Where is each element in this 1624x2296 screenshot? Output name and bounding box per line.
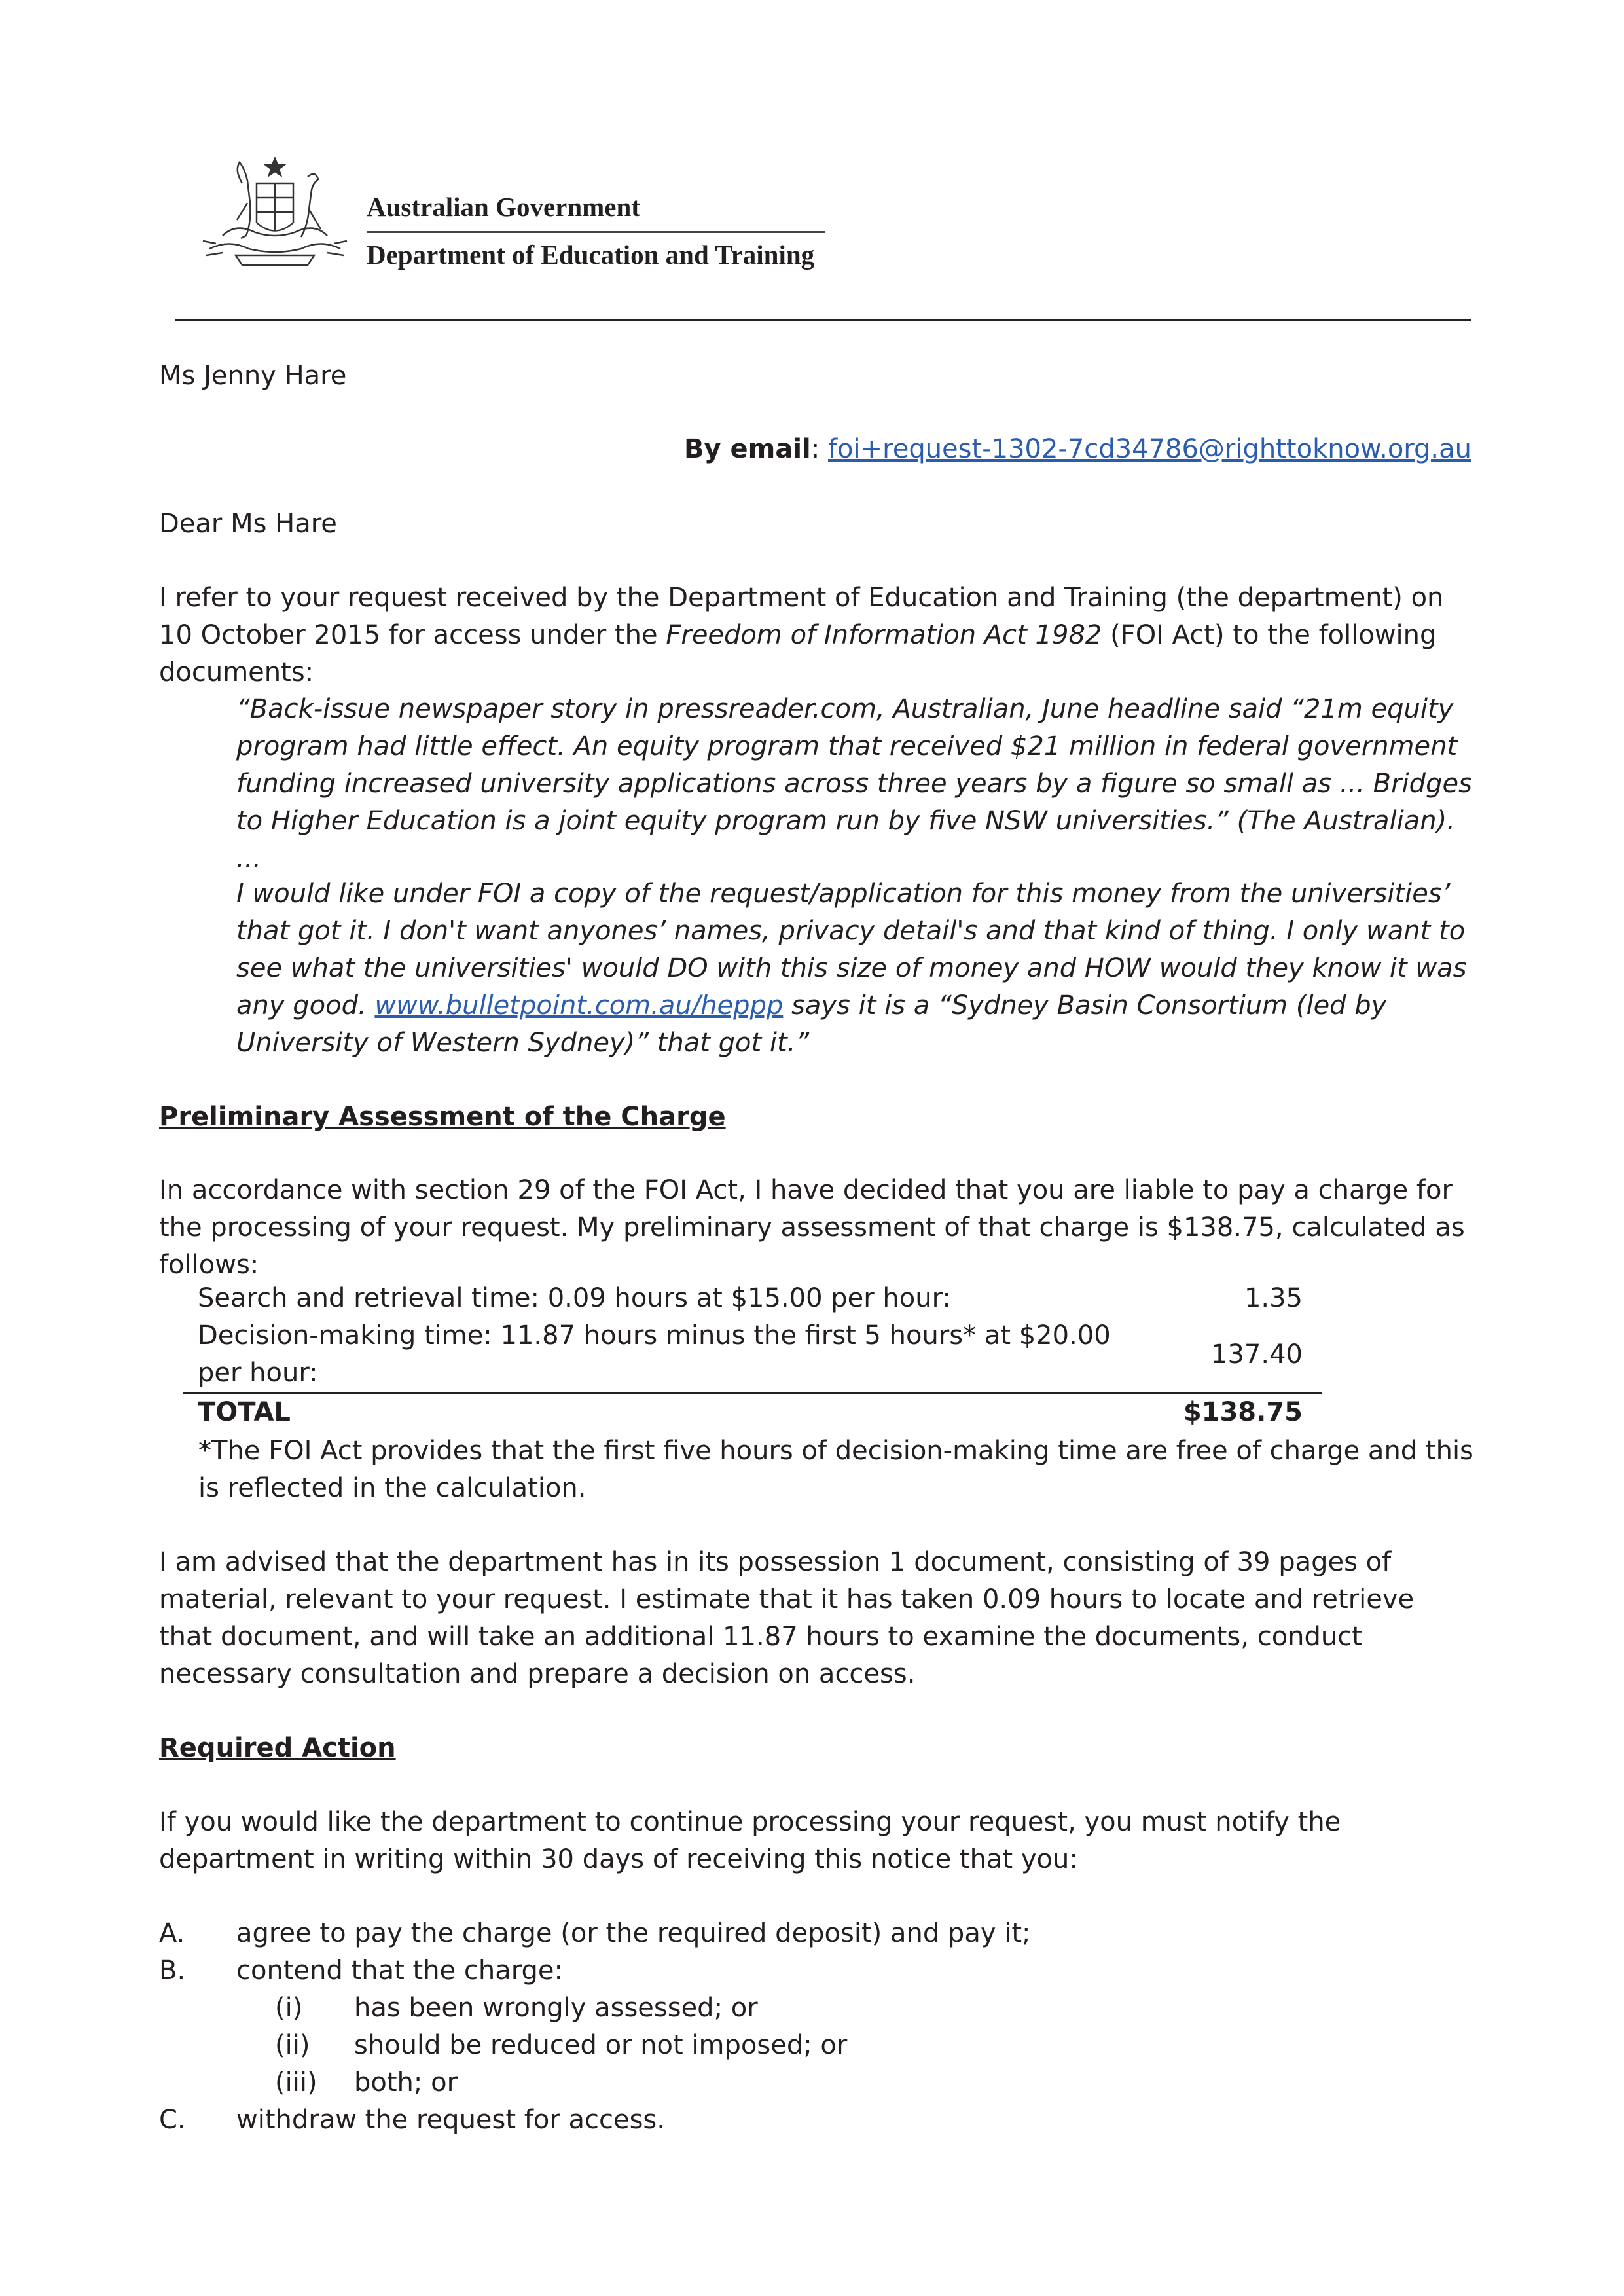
charge-row: [183, 1280, 1322, 1317]
required-action-paragraph: If you would like the department to continue processing your request, you must notify the department in writing within 30 days of receiving this notice that you:: [159, 1807, 1341, 1874]
option-b-text: contend that the charge:: [236, 1956, 563, 1986]
act-title: Freedom of Information Act 1982: [666, 620, 1102, 650]
option-c-letter: C.: [159, 2105, 186, 2135]
intro-text-1: I refer to your request received by the Department of Education and Training (the department) on 10 October 2015 for access under the: [159, 583, 1444, 650]
sub-option-text: both; or: [354, 2068, 458, 2098]
charge-table: [183, 1280, 1322, 1431]
sub-option-number: (i): [275, 1993, 303, 2023]
charge-item: Decision-making time: 11.87 hours minus the first 5 hours* at $20.00 per hour:: [183, 1317, 1132, 1393]
header-divider: [175, 319, 1471, 321]
email-label: By email: [684, 434, 811, 464]
salutation: Dear Ms Hare: [159, 509, 337, 539]
letterhead: [367, 187, 825, 275]
footnote: *The FOI Act provides that the first five hours of decision-making time are free of charge and this is reflected in the calculation.: [198, 1436, 1473, 1503]
section-heading-charge: Preliminary Assessment of the Charge: [159, 1102, 726, 1132]
sub-option-number: (ii): [275, 2030, 310, 2060]
charge-paragraph: In accordance with section 29 of the FOI Act, I have decided that you are liable to pay a charge for the processing of your request. My preliminary assessment of that charge is $138.75, calculated as follows:: [159, 1175, 1465, 1280]
sub-option-number: (iii): [275, 2068, 317, 2098]
coat-of-arms-logo: [196, 157, 353, 282]
quote-text: I would like under FOI a copy of the request/application for this money from the universities’ that got it. I don't want anyones’ names, privacy detail's and that kind of thing. I only want to see what the universities' would DO with this size of money and HOW would they know it was any good.: [236, 879, 1467, 1021]
sub-option-text: should be reduced or not imposed; or: [354, 2030, 848, 2060]
email-colon: :: [810, 434, 828, 464]
section-heading-required-action: Required Action: [159, 1733, 396, 1763]
quoted-request-paragraph-1: “Back-issue newspaper story in pressreader.com, Australian, June headline said “21m equity program had little effect. An equity program that received $21 million in federal government funding increased university applications across three years by a figure so small as ... Bridges to Higher Education is a joint equity program run by five NSW universities.” (The Australian). ...: [236, 694, 1472, 873]
total-label: TOTAL: [198, 1397, 291, 1427]
option-a-text: agree to pay the charge (or the required deposit) and pay it;: [236, 1918, 1031, 1948]
quote-link[interactable]: www.bulletpoint.com.au/heppp: [374, 991, 784, 1021]
charge-item: Search and retrieval time: 0.09 hours at $15.00 per hour:: [198, 1283, 951, 1313]
quoted-request-paragraph-2: [236, 875, 1473, 1062]
email-link[interactable]: foi+request-1302-7cd34786@righttoknow.org.au: [827, 434, 1471, 464]
email-line: [684, 431, 1471, 468]
charge-row: [183, 1317, 1322, 1393]
charge-amount: 137.40: [1132, 1317, 1322, 1393]
quote-text-end: says it is a “Sydney Basin Consortium (led by University of Western Sydney)” that got it.”: [236, 991, 1387, 1058]
department-name: Department of Education and Training: [367, 240, 815, 270]
option-c-text: withdraw the request for access.: [236, 2105, 665, 2135]
recipient-name: Ms Jenny Hare: [159, 361, 347, 391]
agency-name: Australian Government: [367, 187, 825, 233]
charge-total-row: [183, 1393, 1322, 1432]
sub-option-text: has been wrongly assessed; or: [354, 1993, 758, 2023]
intro-text-2: (FOI Act) to the following documents:: [159, 620, 1437, 687]
charge-amount: 1.35: [1244, 1283, 1303, 1313]
total-amount: $138.75: [1183, 1397, 1303, 1427]
possession-paragraph: I am advised that the department has in its possession 1 document, consisting of 39 pages of material, relevant to your request. I estimate that it has taken 0.09 hours to locate and retrieve that document, and will take an additional 11.87 hours to examine the documents, conduct necessary consultation and prepare a decision on access.: [159, 1547, 1415, 1689]
option-b-letter: B.: [159, 1956, 186, 1986]
intro-paragraph: [159, 579, 1475, 691]
option-a-letter: A.: [159, 1918, 185, 1948]
